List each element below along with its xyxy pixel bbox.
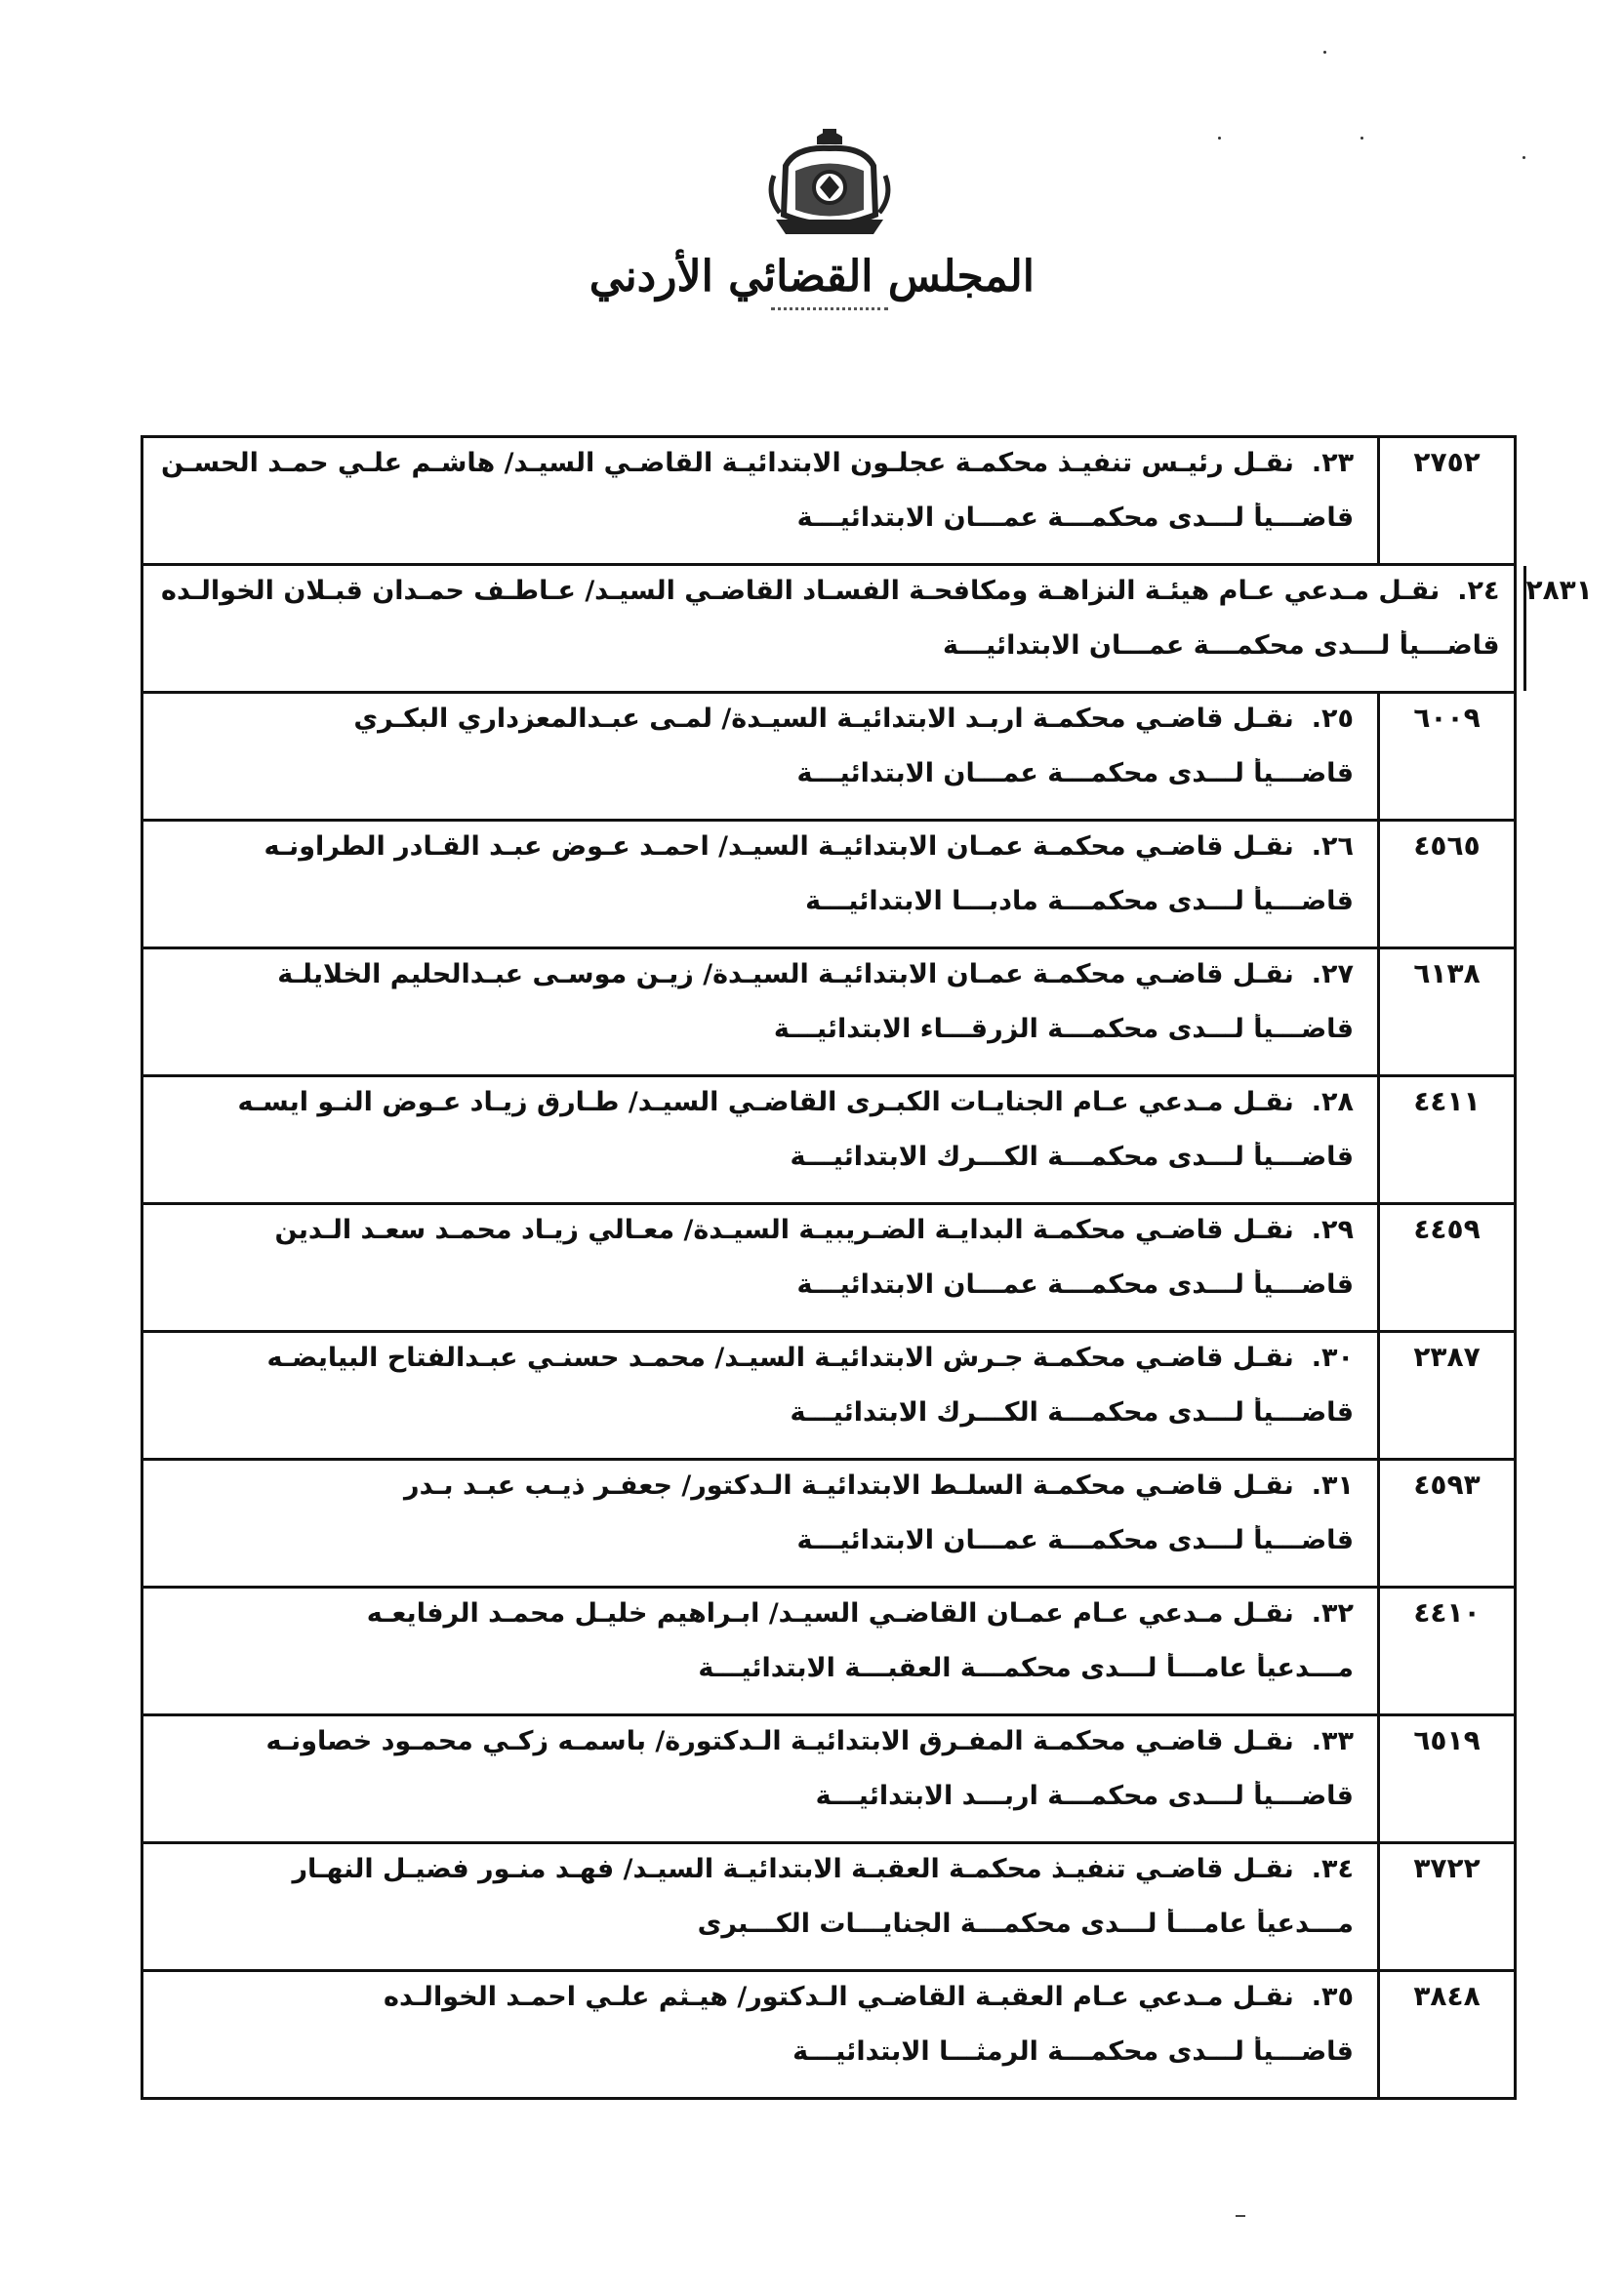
decision-line-1: نقـل قاضـي محكمـة البدايـة الضـريبيـة السيـدة/ معـالي زيـاد محمـد سعـد الـدين [274, 1215, 1294, 1245]
table-row [141, 691, 1517, 822]
decision-line-2: قاضـــيأ لـــدى محكمـــة الرمثـــا الابتدائيـــة [792, 2036, 1354, 2067]
table-row [141, 1202, 1517, 1333]
decision-line-1: نقـل قاضـي محكمـة السلـط الابتدائيـة الـدكتور/ جعفـر ذيـب عبـد بـدر [404, 1470, 1294, 1501]
record-number: ٣٨٤٨ [1377, 1972, 1514, 2097]
record-number: ٢٧٥٢ [1377, 438, 1514, 563]
decision-text [143, 1972, 1377, 2097]
record-number: ٢٣٨٧ [1377, 1333, 1514, 1458]
decision-text [143, 566, 1523, 691]
item-number: ٣٥. [1311, 1982, 1354, 2012]
decision-text [143, 694, 1377, 819]
decision-text [143, 1205, 1377, 1330]
table-row [141, 1841, 1517, 1972]
decision-text [143, 1589, 1377, 1713]
decision-line-1: نقـل قاضـي محكمـة جـرش الابتدائيـة السيـد/ محمـد حسنـي عبـدالفتاح البيايضـه [266, 1343, 1294, 1373]
scan-speck [1522, 156, 1525, 159]
decision-text [143, 1844, 1377, 1969]
scan-speck [1360, 137, 1363, 140]
table-row [141, 1330, 1517, 1461]
decision-line-1: نقـل مـدعي عـام العقبـة القاضـي الـدكتور/ هيـثم علـي احمـد الخوالـده [384, 1982, 1294, 2012]
table-row [141, 1458, 1517, 1589]
letterhead [589, 127, 1035, 322]
item-number: ٢٧. [1311, 959, 1354, 989]
item-number: ٢٥. [1311, 704, 1354, 734]
record-number: ٦٥١٩ [1377, 1716, 1514, 1841]
decision-line-2: قاضـــيأ لـــدى محكمـــة اربـــد الابتدائيـــة [815, 1781, 1354, 1811]
decision-line-1: نقـل قاضـي محكمـة اربـد الابتدائيـة السيـدة/ لمـى عبـدالمعزداري البكـري [353, 704, 1294, 734]
item-number: ٢٤. [1457, 576, 1500, 606]
record-number: ٦٠٠٩ [1377, 694, 1514, 819]
record-number: ٤٤٥٩ [1377, 1205, 1514, 1330]
decision-line-2: قاضـــيأ لـــدى محكمـــة مادبـــا الابتدائيـــة [805, 886, 1354, 916]
decision-text [143, 949, 1377, 1074]
table-row [141, 435, 1517, 566]
decision-line-1: نقـل قاضـي محكمـة عمـان الابتدائيـة السيـدة/ زيـن موسـى عبـدالحليم الخلايلـة [277, 959, 1294, 989]
scan-mark [1236, 2215, 1245, 2217]
decision-line-2: قاضـــيأ لـــدى محكمـــة عمـــان الابتدائيـــة [796, 758, 1354, 788]
record-number: ٤٥٦٥ [1377, 822, 1514, 947]
decision-line-2: قاضـــيأ لـــدى محكمـــة الكـــرك الابتدائيـــة [790, 1142, 1354, 1172]
item-number: ٢٣. [1311, 448, 1355, 478]
record-number: ٢٨٣١ [1523, 566, 1593, 691]
item-number: ٢٩. [1311, 1215, 1354, 1245]
decision-line-1: نقـل مـدعي عـام هيئـة النزاهـة ومكافحـة الفسـاد القاضـي السيـد/ عـاطـف حمـدان قبـلان الخوالـده [161, 576, 1441, 606]
item-number: ٣٢. [1311, 1598, 1354, 1629]
transfers-table [141, 435, 1593, 2097]
scan-speck [1323, 51, 1326, 54]
record-number: ٣٧٢٢ [1377, 1844, 1514, 1969]
record-number: ٤٤١٠ [1377, 1589, 1514, 1713]
decision-line-2: مـــدعيأ عامـــأ لـــدى محكمـــة العقبـــة الابتدائيـــة [698, 1653, 1354, 1683]
decision-line-2: قاضـــيأ لـــدى محكمـــة عمـــان الابتدائيـــة [796, 1269, 1354, 1300]
item-number: ٣٤. [1311, 1854, 1354, 1884]
table-row [141, 1074, 1517, 1205]
decision-text [143, 1716, 1377, 1841]
decision-line-1: نقـل قاضـي محكمـة عمـان الابتدائيـة السيـد/ احمـد عـوض عبـد القـادر الطراونـه [264, 831, 1294, 862]
decision-line-1: نقـل قاضـي محكمـة المفـرق الابتدائيـة الـدكتورة/ باسمـه زكـي محمـود خصاونـه [265, 1726, 1294, 1756]
decision-text [143, 438, 1377, 563]
table-row [141, 1713, 1517, 1844]
decision-line-2: قاضـــيأ لـــدى محكمـــة عمـــان الابتدائيـــة [796, 1525, 1354, 1555]
decision-line-1: نقـل رئيـس تنفيـذ محكمـة عجلـون الابتدائيـة القاضـي السيـد/ هاشـم علـي حمـد الحسـن [161, 448, 1294, 478]
record-number: ٦١٣٨ [1377, 949, 1514, 1074]
decision-text [143, 1461, 1377, 1586]
record-number: ٤٥٩٣ [1377, 1461, 1514, 1586]
decision-line-1: نقـل مـدعي عـام الجنايـات الكبـرى القاضـي السيـد/ طـارق زيـاد عـوض النـو ايسـه [237, 1087, 1294, 1117]
table-row [141, 947, 1517, 1077]
item-number: ٣٠. [1311, 1343, 1354, 1373]
table-row [141, 819, 1517, 949]
scan-speck [1218, 137, 1221, 140]
jordan-coat-of-arms-icon [766, 127, 893, 244]
record-number: ٤٤١١ [1377, 1077, 1514, 1202]
decision-text [143, 822, 1377, 947]
decision-line-2: قاضـــيأ لـــدى محكمـــة الزرقـــاء الابتدائيـــة [773, 1014, 1354, 1044]
dotted-divider [771, 307, 888, 310]
item-number: ٣١. [1311, 1470, 1354, 1501]
table-row [141, 1969, 1517, 2100]
decision-text [143, 1333, 1377, 1458]
decision-text [143, 1077, 1377, 1202]
decision-line-2: قاضـــيأ لـــدى محكمـــة الكـــرك الابتدائيـــة [790, 1397, 1354, 1428]
decision-line-1: نقـل مـدعي عـام عمـان القاضـي السيـد/ ابـراهيم خليـل محمـد الرفايعـه [366, 1598, 1294, 1629]
decision-line-2: قاضـــيأ لـــدى محكمـــة عمـــان الابتدائيـــة [942, 630, 1500, 661]
decision-line-2: قاضـــيأ لـــدى محكمـــة عمـــان الابتدائيـــة [796, 503, 1355, 533]
item-number: ٢٦. [1311, 831, 1354, 862]
table-row [141, 1586, 1517, 1716]
decision-line-1: نقـل قاضـي تنفيـذ محكمـة العقبـة الابتدائيـة السيـد/ فهـد منـور فضيـل النهـار [292, 1854, 1294, 1884]
decision-line-2: مـــدعيأ عامـــأ لـــدى محكمـــة الجنايـــات الكـــبرى [697, 1909, 1354, 1939]
council-name: المجلس القضائي الأردني [589, 252, 1035, 302]
item-number: ٣٣. [1311, 1726, 1354, 1756]
table-row [141, 563, 1593, 694]
item-number: ٢٨. [1311, 1087, 1354, 1117]
